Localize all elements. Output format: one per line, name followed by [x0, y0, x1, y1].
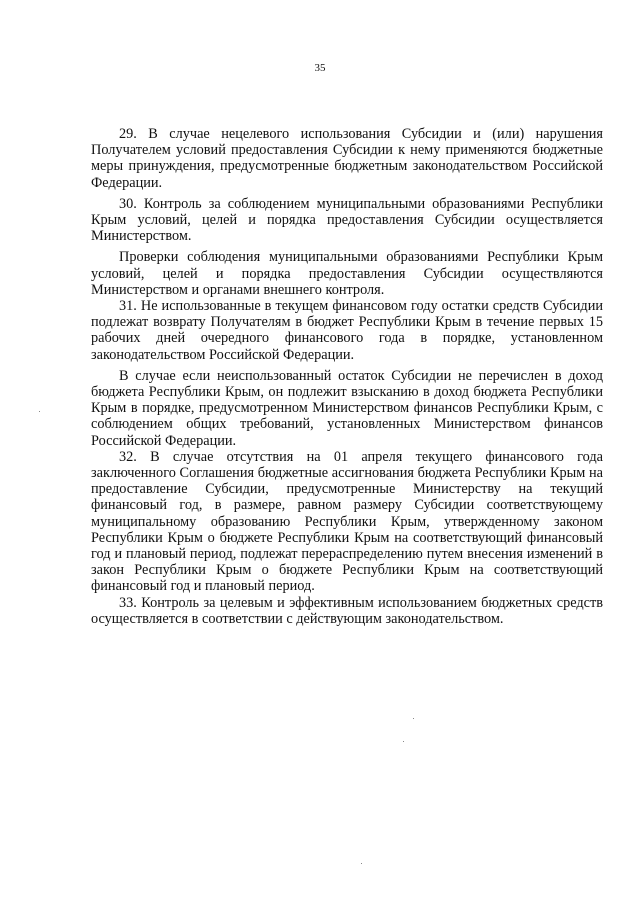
scan-speck	[361, 863, 362, 864]
scan-speck	[403, 741, 404, 742]
page-number: 35	[314, 62, 326, 74]
paragraph-30: 30. Контроль за соблюдением муниципальными образованиями Республики Крым условий, целей и порядка предоставления Субсидии осуществляется Министерством.	[91, 195, 603, 245]
paragraph-29: 29. В случае нецелевого использования Субсидии и (или) нарушения Получателем условий предоставления Субсидии к нему применяются бюджетные меры принуждения, предусмотренные бюджетным законодательством Российской Федерации.	[91, 126, 603, 191]
paragraph-31: 31. Не использованные в текущем финансовом году остатки средств Субсидии подлежат возврату Получателям в бюджет Республики Крым в течение первых 15 рабочих дней очередного финансового года в порядке, установленном законодательством Российской Федерации.	[91, 298, 603, 363]
paragraph-33: 33. Контроль за целевым и эффективным использованием бюджетных средств осуществляется в соответствии с действующим законодательством.	[91, 594, 603, 627]
scan-speck	[39, 411, 40, 412]
document-body	[91, 126, 603, 627]
paragraph-31-unused-balance: В случае если неиспользованный остаток Субсидии не перечислен в доход бюджета Республики Крым, он подлежит взысканию в доход бюджета Республики Крым в порядке, предусмотренном Министерством финансов Республики Крым, с соблюдением общих требований, установленных Министерством финансов Российской Федерации.	[91, 367, 603, 449]
scan-speck	[413, 718, 414, 719]
paragraph-30-inspections: Проверки соблюдения муниципальными образованиями Республики Крым условий, целей и порядка предоставления Субсидии осуществляются Министерством и органами внешнего контроля.	[91, 249, 603, 298]
paragraph-32: 32. В случае отсутствия на 01 апреля текущего финансового года заключенного Соглашения бюджетные ассигнования бюджета Республики Крым на предоставление Субсидии, предусмотренные Министерству на текущий финансовый год, в размере, равном размеру Субсидии соответствующему муниципальному образованию Республики Крым, утвержденному законом Республики Крым о бюджете Республики Крым на соответствующий финансовый год и плановый период, подлежат перераспределению путем внесения изменений в закон Республики Крым о бюджете Республики Крым на соответствующий финансовый год и плановый период.	[91, 448, 603, 595]
